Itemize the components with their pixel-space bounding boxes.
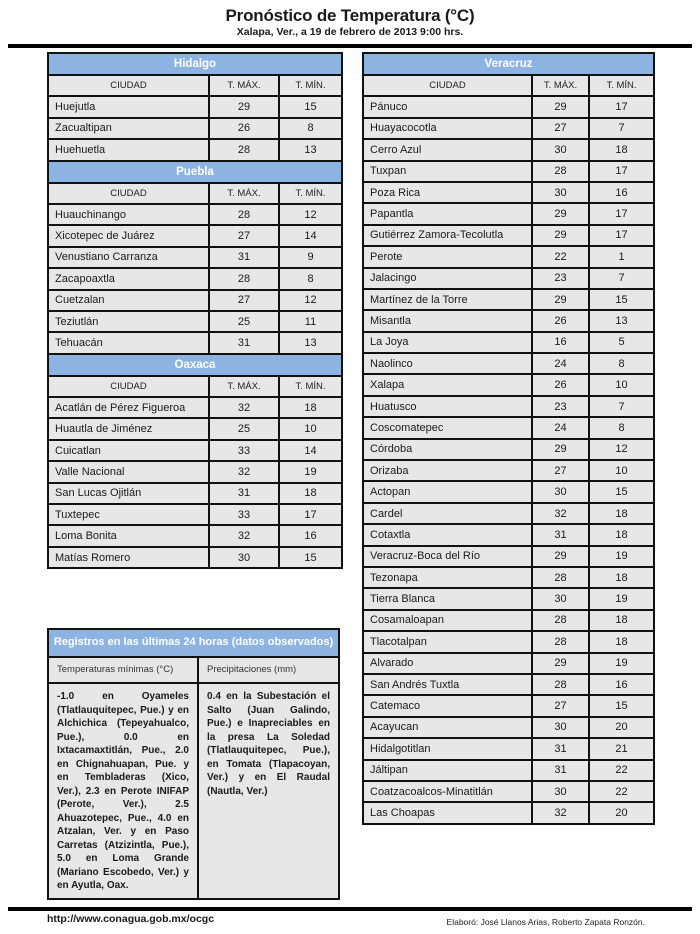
city-name: Tlacotalpan (363, 631, 532, 652)
max-temp: 29 (532, 653, 589, 674)
max-temp: 27 (209, 225, 279, 246)
min-temp: 10 (589, 374, 654, 395)
table-row (48, 311, 342, 332)
city-name: Veracruz-Boca del Río (363, 546, 532, 567)
max-temp: 33 (209, 504, 279, 525)
precip-column (199, 684, 338, 900)
city-name: Cosamaloapan (363, 610, 532, 631)
max-temp: 27 (532, 118, 589, 139)
max-temp: 31 (209, 247, 279, 268)
max-temp: 25 (209, 418, 279, 439)
table-row (363, 374, 654, 395)
city-name: Valle Nacional (48, 461, 209, 482)
city-name: Huautla de Jiménez (48, 418, 209, 439)
min-temp: 10 (279, 418, 342, 439)
city-name: Venustiano Carranza (48, 247, 209, 268)
city-name: San Andrés Tuxtla (363, 674, 532, 695)
table-row (363, 503, 654, 524)
max-temp: 30 (532, 588, 589, 609)
city-name: Actopan (363, 481, 532, 502)
left-forecast-table (47, 52, 343, 569)
city-name: Alvarado (363, 653, 532, 674)
table-row (48, 225, 342, 246)
min-temp: 8 (589, 353, 654, 374)
min-temp: 18 (589, 524, 654, 545)
table-row (48, 268, 342, 289)
min-temp: 15 (589, 695, 654, 716)
table-row (363, 760, 654, 781)
max-temp: 32 (532, 802, 589, 823)
city-name: Acayucan (363, 717, 532, 738)
veracruz-forecast-table (362, 52, 655, 825)
max-temp: 33 (209, 440, 279, 461)
min-temp: 15 (279, 96, 342, 117)
max-temp: 30 (532, 781, 589, 802)
table-row (48, 418, 342, 439)
city-name: Huayacocotla (363, 118, 532, 139)
min-temp: 19 (589, 546, 654, 567)
table-row (363, 225, 654, 246)
max-temp: 28 (209, 268, 279, 289)
table-row (48, 525, 342, 546)
min-temp: 18 (589, 610, 654, 631)
min-temp: 15 (279, 547, 342, 568)
city-name: Papantla (363, 203, 532, 224)
city-name: San Lucas Ojitlán (48, 483, 209, 504)
min-temp: 18 (589, 567, 654, 588)
city-name: Cardel (363, 503, 532, 524)
observed-records-headers (49, 658, 338, 684)
table-row (363, 353, 654, 374)
table-row (363, 695, 654, 716)
city-name: Tuxpan (363, 161, 532, 182)
table-row (363, 439, 654, 460)
city-name: Perote (363, 246, 532, 267)
city-name: Tehuacán (48, 332, 209, 353)
min-temp: 5 (589, 332, 654, 353)
table-row (363, 588, 654, 609)
city-name: Poza Rica (363, 182, 532, 203)
min-temp: 18 (279, 483, 342, 504)
precip-heading: Precipitaciones (mm) (207, 664, 297, 675)
table-row (48, 290, 342, 311)
city-name: Córdoba (363, 439, 532, 460)
max-temp: 26 (532, 374, 589, 395)
city-name: Cerro Azul (363, 139, 532, 160)
min-temp: 14 (279, 440, 342, 461)
table-row (48, 118, 342, 139)
max-temp: 30 (532, 717, 589, 738)
table-row (363, 610, 654, 631)
table-row (48, 96, 342, 117)
max-temp: 29 (209, 96, 279, 117)
min-temp: 15 (589, 289, 654, 310)
table-row (363, 674, 654, 695)
observed-records-body (49, 684, 338, 900)
min-temp: 12 (279, 290, 342, 311)
max-temp: 25 (209, 311, 279, 332)
table-row (363, 268, 654, 289)
max-temp: 29 (532, 96, 589, 117)
city-name: Xicotepec de Juárez (48, 225, 209, 246)
city-name: Teziutlán (48, 311, 209, 332)
column-header-city: CIUDAD (48, 75, 209, 96)
max-temp: 28 (532, 567, 589, 588)
max-temp: 30 (532, 182, 589, 203)
city-name: Tezonapa (363, 567, 532, 588)
max-temp: 28 (532, 610, 589, 631)
table-row (363, 781, 654, 802)
min-temp: 22 (589, 760, 654, 781)
min-temp: 11 (279, 311, 342, 332)
state-name: Veracruz (363, 53, 654, 75)
max-temp: 28 (532, 674, 589, 695)
max-temp: 28 (209, 139, 279, 160)
table-row (48, 247, 342, 268)
table-row (48, 504, 342, 525)
min-temp-column (49, 684, 199, 900)
max-temp: 31 (532, 760, 589, 781)
column-header-row (363, 75, 654, 96)
table-row (363, 118, 654, 139)
city-name: Orizaba (363, 460, 532, 481)
table-row (363, 653, 654, 674)
city-name: Naolinco (363, 353, 532, 374)
table-row (363, 524, 654, 545)
max-temp: 30 (532, 481, 589, 502)
table-row (48, 461, 342, 482)
min-temp: 16 (589, 182, 654, 203)
state-name: Oaxaca (48, 354, 342, 376)
max-temp: 27 (209, 290, 279, 311)
max-temp: 23 (532, 396, 589, 417)
table-row (48, 332, 342, 353)
max-temp: 32 (209, 525, 279, 546)
max-temp: 29 (532, 289, 589, 310)
min-temp: 20 (589, 802, 654, 823)
min-temp: 18 (589, 631, 654, 652)
city-name: Jalacingo (363, 268, 532, 289)
min-temp-heading: Temperaturas mínimas (°C) (49, 658, 199, 682)
table-row (363, 460, 654, 481)
column-header-row (48, 183, 342, 204)
min-temp: 21 (589, 738, 654, 759)
state-header-puebla (48, 161, 342, 183)
max-temp: 24 (532, 353, 589, 374)
min-temp: 8 (279, 268, 342, 289)
max-temp: 23 (532, 268, 589, 289)
max-temp: 28 (532, 161, 589, 182)
city-name: Huatusco (363, 396, 532, 417)
city-name: Coscomatepec (363, 417, 532, 438)
max-temp: 24 (532, 417, 589, 438)
column-header-tmin: T. MÍN. (279, 75, 342, 96)
table-row (363, 631, 654, 652)
max-temp: 26 (532, 310, 589, 331)
max-temp: 31 (209, 483, 279, 504)
state-name: Hidalgo (48, 53, 342, 75)
city-name: Cuetzalan (48, 290, 209, 311)
city-name: Zacualtipan (48, 118, 209, 139)
table-row (363, 246, 654, 267)
page-subtitle: Xalapa, Ver., a 19 de febrero de 2013 9:00 hrs. (236, 26, 464, 38)
table-row (363, 332, 654, 353)
min-temp: 10 (589, 460, 654, 481)
min-temp: 18 (589, 139, 654, 160)
table-row (48, 204, 342, 225)
column-header-row (48, 75, 342, 96)
city-name: Loma Bonita (48, 525, 209, 546)
city-name: Huehuetla (48, 139, 209, 160)
max-temp: 29 (532, 546, 589, 567)
min-temp: 18 (279, 397, 342, 418)
precip-text: 0.4 en la Subestación el Salto (Juan Galindo, Pue.) e Inapreciables en la presa La Soledad (Tlatlauquitepec, Pue.), en Tomata (Tlapacoyan, Ver.) y en El Raudal (Nautla, Ver.) (207, 691, 330, 797)
min-temp-text: -1.0 en Oyameles (Tlatlauquitepec, Pue.) y en Alchichica (Tepeyahualco, Pue.), 0.0 en Ixtacamaxtitlán, Pue., 2.0 en Chignahuapan, Pue. y en Tembladeras (Xico, Ver.), 2.3 en Perote INIFAP (Perote, Ver.), 2.5 Ahuazotepec, Pue., 4.0 en Atzalan, Ver. y en Paso Carretas (Atzizintla, Pue.), 5.0 en Loma Grande (Mariano Escobedo, Ver.) y en Ayutla, Oax. (57, 691, 189, 891)
min-temp: 19 (589, 588, 654, 609)
city-name: Pánuco (363, 96, 532, 117)
min-temp: 17 (279, 504, 342, 525)
table-row (363, 139, 654, 160)
city-name: Tuxtepec (48, 504, 209, 525)
column-header-tmin: T. MÍN. (279, 376, 342, 397)
min-temp: 1 (589, 246, 654, 267)
min-temp: 17 (589, 161, 654, 182)
min-temp: 18 (589, 503, 654, 524)
table-row (363, 203, 654, 224)
footer-url-link[interactable]: http://www.conagua.gob.mx/ocgc (47, 913, 215, 925)
max-temp: 28 (532, 631, 589, 652)
min-temp: 7 (589, 118, 654, 139)
min-temp: 15 (589, 481, 654, 502)
column-header-tmin: T. MÍN. (279, 183, 342, 204)
page-title: Pronóstico de Temperatura (°C) (225, 6, 475, 25)
observed-records-panel (47, 628, 340, 900)
state-name: Puebla (48, 161, 342, 183)
min-temp: 16 (279, 525, 342, 546)
city-name: Tierra Blanca (363, 588, 532, 609)
table-row (363, 289, 654, 310)
max-temp: 27 (532, 460, 589, 481)
column-header-tmax: T. MÁX. (209, 376, 279, 397)
min-temp: 17 (589, 96, 654, 117)
min-temp: 12 (589, 439, 654, 460)
city-name: Zacapoaxtla (48, 268, 209, 289)
table-row (48, 547, 342, 568)
table-row (363, 717, 654, 738)
min-temp: 22 (589, 781, 654, 802)
city-name: Catemaco (363, 695, 532, 716)
table-row (363, 567, 654, 588)
table-row (48, 397, 342, 418)
min-temp: 20 (589, 717, 654, 738)
min-temp: 13 (279, 139, 342, 160)
min-temp: 17 (589, 225, 654, 246)
table-row (363, 96, 654, 117)
footer-credit: Elaboró: José Llanos Arias, Roberto Zapata Ronzón. (446, 917, 645, 927)
max-temp: 31 (532, 738, 589, 759)
max-temp: 29 (532, 225, 589, 246)
min-temp: 8 (589, 417, 654, 438)
city-name: Acatlán de Pérez Figueroa (48, 397, 209, 418)
max-temp: 32 (209, 397, 279, 418)
min-temp: 17 (589, 203, 654, 224)
column-header-city: CIUDAD (363, 75, 532, 96)
column-header-tmax: T. MÁX. (532, 75, 589, 96)
max-temp: 27 (532, 695, 589, 716)
city-name: Coatzacoalcos-Minatitlán (363, 781, 532, 802)
max-temp: 30 (532, 139, 589, 160)
state-header-veracruz (363, 53, 654, 75)
table-row (363, 417, 654, 438)
max-temp: 31 (532, 524, 589, 545)
min-temp: 16 (589, 674, 654, 695)
bottom-divider (8, 907, 692, 911)
max-temp: 28 (209, 204, 279, 225)
city-name: Matías Romero (48, 547, 209, 568)
max-temp: 22 (532, 246, 589, 267)
max-temp: 26 (209, 118, 279, 139)
city-name: Hidalgotitlan (363, 738, 532, 759)
max-temp: 29 (532, 203, 589, 224)
table-row (363, 481, 654, 502)
column-header-tmax: T. MÁX. (209, 75, 279, 96)
min-temp: 8 (279, 118, 342, 139)
max-temp: 32 (209, 461, 279, 482)
column-header-city: CIUDAD (48, 183, 209, 204)
min-temp: 14 (279, 225, 342, 246)
table-row (363, 161, 654, 182)
city-name: Gutiérrez Zamora-Tecolutla (363, 225, 532, 246)
observed-records-title: Registros en las últimas 24 horas (datos observados) (49, 630, 338, 658)
max-temp: 31 (209, 332, 279, 353)
min-temp: 19 (279, 461, 342, 482)
max-temp: 16 (532, 332, 589, 353)
max-temp: 30 (209, 547, 279, 568)
city-name: Cuicatlan (48, 440, 209, 461)
city-name: Huauchinango (48, 204, 209, 225)
table-row (363, 396, 654, 417)
state-header-hidalgo (48, 53, 342, 75)
city-name: Xalapa (363, 374, 532, 395)
table-row (363, 802, 654, 823)
table-row (363, 310, 654, 331)
table-row (48, 440, 342, 461)
city-name: Las Choapas (363, 802, 532, 823)
min-temp: 19 (589, 653, 654, 674)
city-name: Cotaxtla (363, 524, 532, 545)
min-temp: 7 (589, 268, 654, 289)
min-temp: 7 (589, 396, 654, 417)
min-temp: 13 (589, 310, 654, 331)
city-name: Misantla (363, 310, 532, 331)
table-row (48, 483, 342, 504)
min-temp: 9 (279, 247, 342, 268)
max-temp: 29 (532, 439, 589, 460)
max-temp: 32 (532, 503, 589, 524)
column-header-tmax: T. MÁX. (209, 183, 279, 204)
table-row (48, 139, 342, 160)
column-header-tmin: T. MÍN. (589, 75, 654, 96)
city-name: Huejutla (48, 96, 209, 117)
table-row (363, 738, 654, 759)
min-temp: 13 (279, 332, 342, 353)
state-header-oaxaca (48, 354, 342, 376)
table-row (363, 182, 654, 203)
top-divider (8, 44, 692, 48)
city-name: La Joya (363, 332, 532, 353)
min-temp: 12 (279, 204, 342, 225)
column-header-row (48, 376, 342, 397)
city-name: Martínez de la Torre (363, 289, 532, 310)
city-name: Jáltipan (363, 760, 532, 781)
column-header-city: CIUDAD (48, 376, 209, 397)
table-row (363, 546, 654, 567)
